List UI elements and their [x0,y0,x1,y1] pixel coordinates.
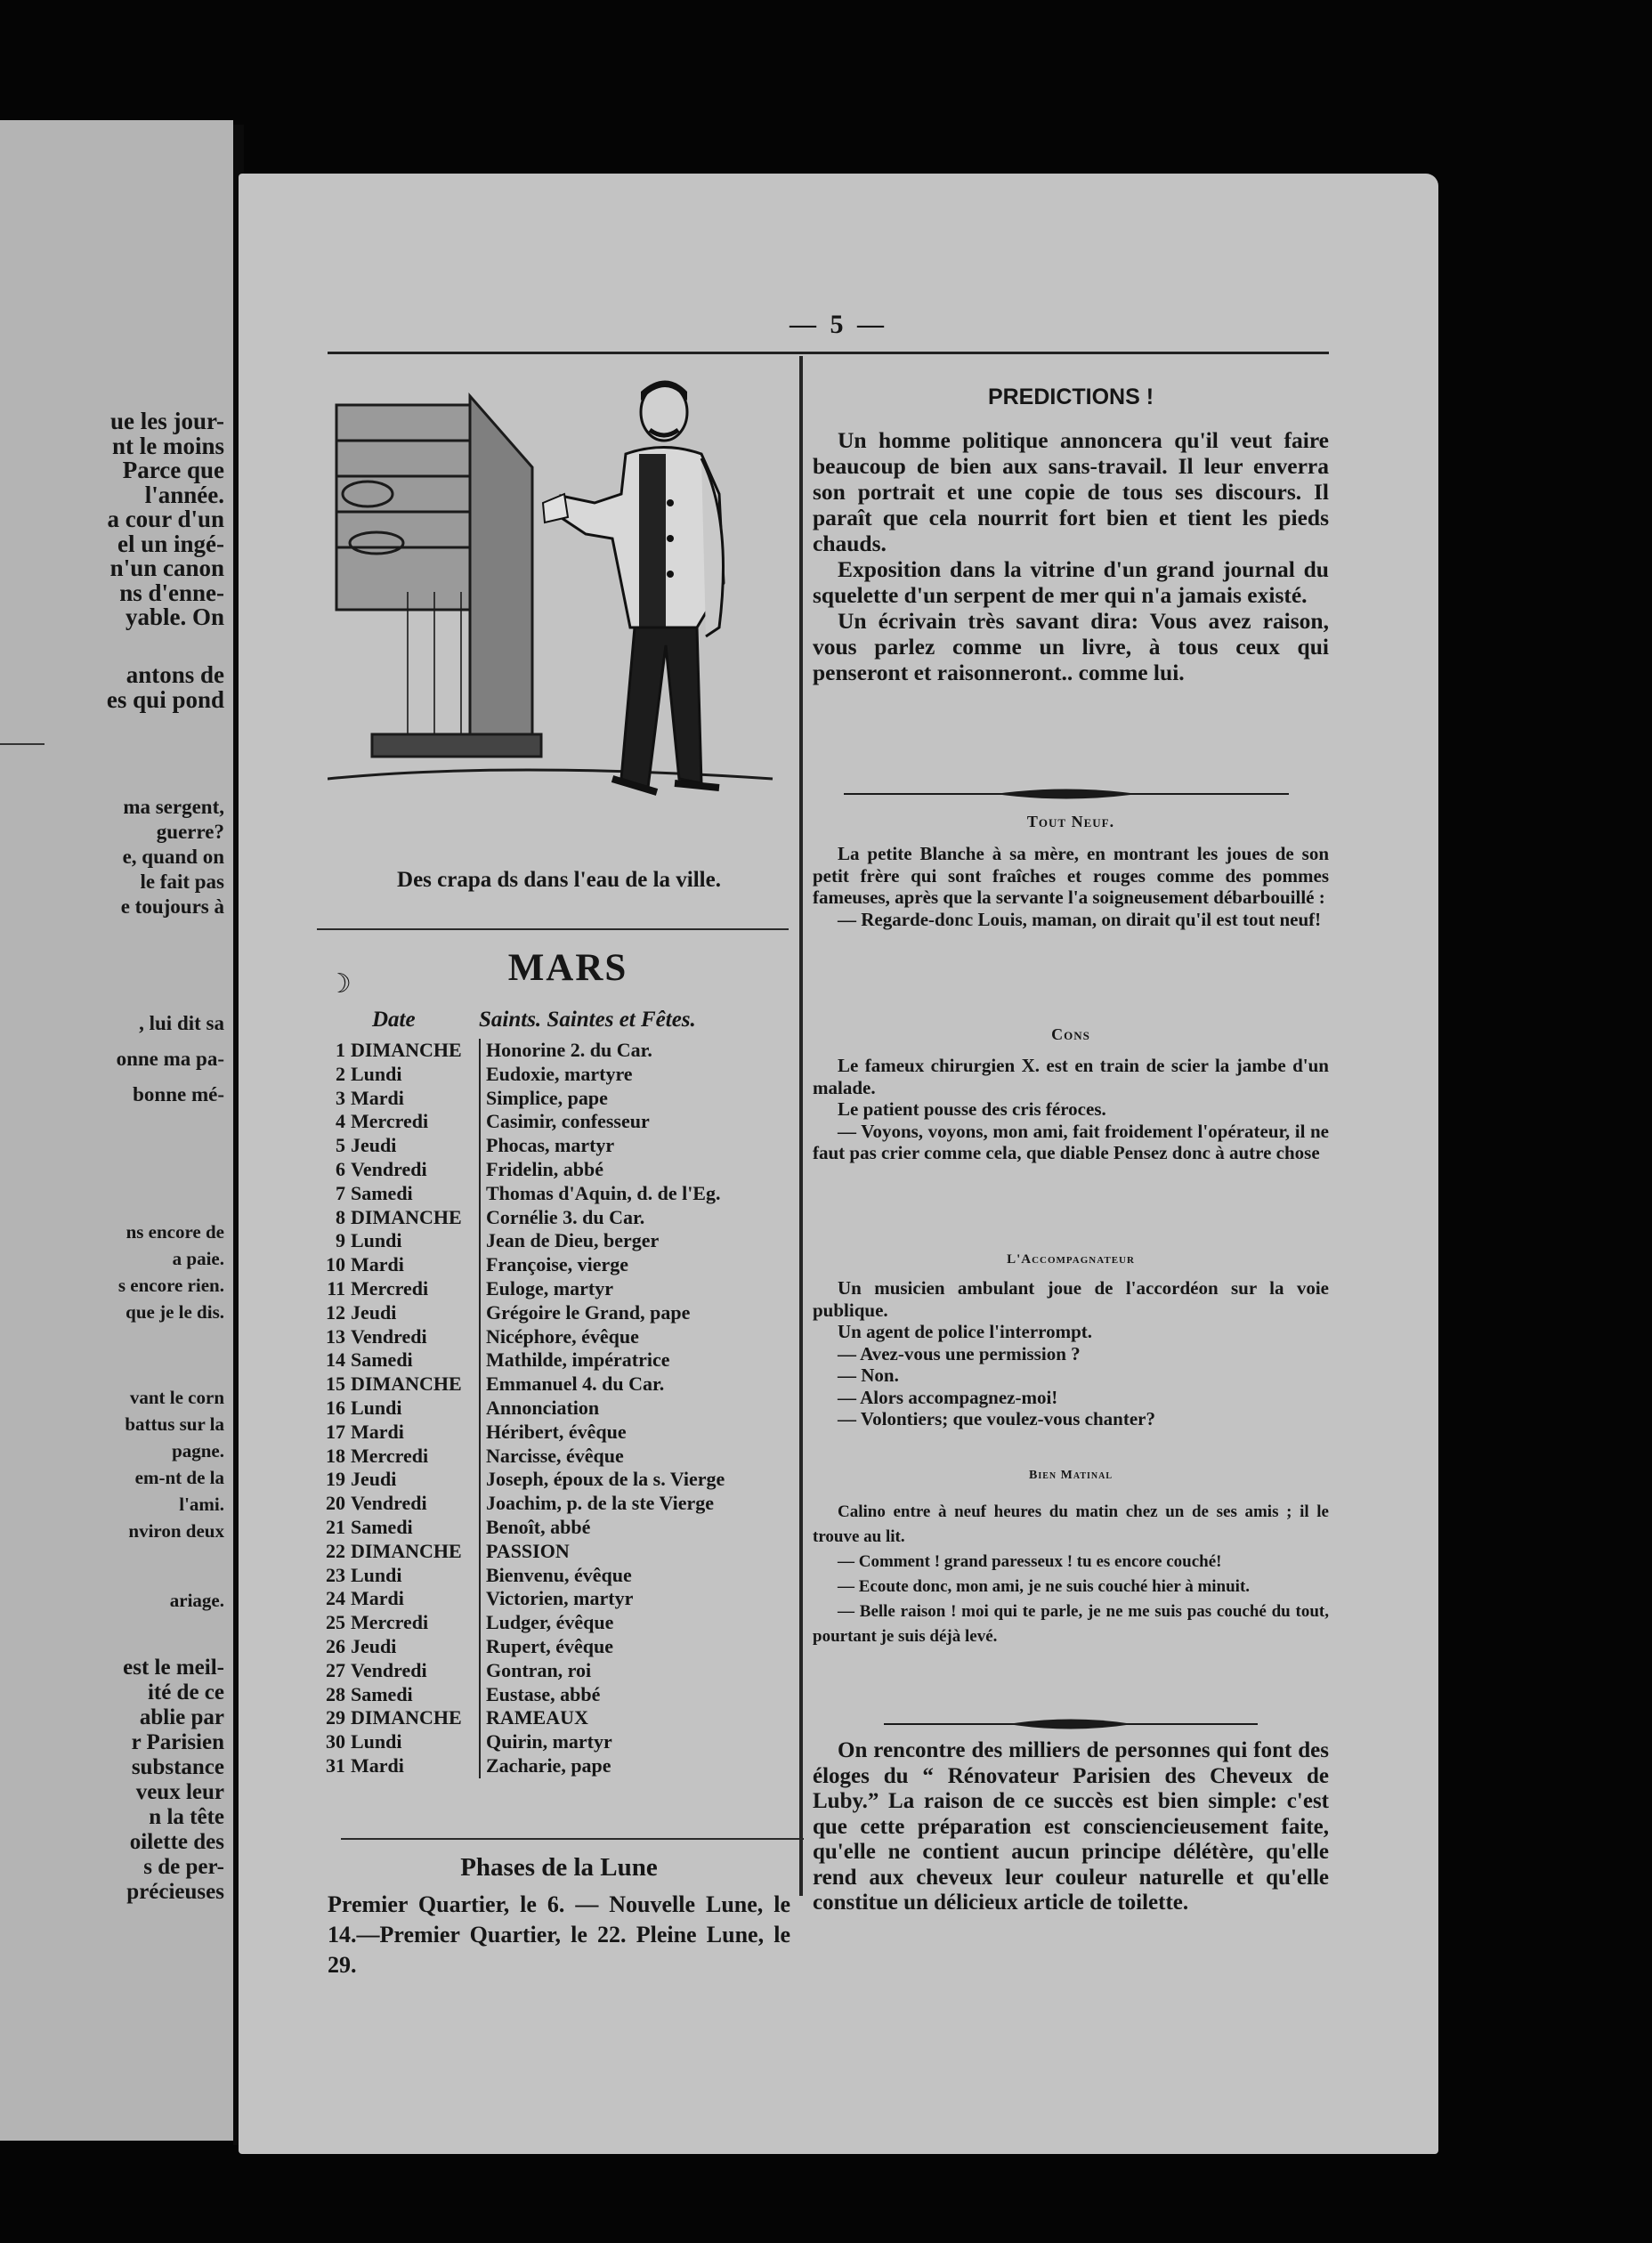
calendar-separator [479,1039,481,1063]
section-rule [341,1838,804,1840]
calendar-row [312,1516,792,1540]
left-fragment-block-6 [0,1384,224,1544]
left-fragment-line: l'ami. [179,1494,224,1515]
calendar-weekday: Lundi [351,1563,402,1586]
paragraph: — Voyons, voyons, mon ami, fait froidement l'opérateur, il ne faut pas crier comme cela, que diable Pensez donc à autre chose [813,1120,1329,1163]
calendar-weekday: Samedi [351,1181,413,1204]
calendar-saint: Annonciation [486,1396,600,1419]
calendar-row [312,1659,792,1683]
calendar-day-number: 24 [326,1587,345,1610]
calendar-separator [479,1206,481,1230]
calendar-day-number: 23 [326,1563,345,1586]
section-rule [317,928,789,930]
calendar-day-number: 10 [326,1253,345,1276]
calendar-day-number: 4 [336,1110,345,1133]
left-fragment-line: em-nt de la [134,1467,224,1488]
calendar-weekday: Samedi [351,1348,413,1372]
calendar-saint: Phocas, martyr [486,1134,615,1157]
calendar-separator [479,1445,481,1469]
bien-matinal-text [813,1500,1329,1649]
left-fragment-line: el un ingé- [117,530,224,557]
calendar-saint: Eustase, abbé [486,1682,601,1705]
calendar-separator [479,1706,481,1730]
calendar-day-number: 5 [336,1134,345,1157]
calendar-separator [479,1564,481,1588]
left-fragment-line: a cour d'un [107,506,224,532]
calendar-row [312,1206,792,1230]
left-fragment-line: es qui pond [106,685,224,713]
bien-matinal-title: Bien Matinal [1029,1469,1113,1482]
calendar-day-number: 28 [326,1682,345,1705]
calendar-day-number: 18 [326,1444,345,1467]
left-fragment-block-3 [0,795,224,919]
left-fragment-line: ue les jour- [110,408,224,434]
calendar-weekday: Mercredi [351,1444,429,1467]
calendar-separator [479,1301,481,1325]
calendar-weekday: Vendredi [351,1658,427,1681]
calendar-weekday: Mercredi [351,1611,429,1634]
calendar-day-number: 8 [336,1205,345,1228]
calendar-row [312,1754,792,1778]
calendar-day-number: 13 [326,1324,345,1348]
calendar-separator [479,1182,481,1206]
calendar-row [312,1229,792,1253]
accompagnateur-title: L'Accompagnateur [1007,1252,1135,1267]
calendar-separator [479,1516,481,1540]
calendar-saint: Joseph, époux de la s. Vierge [486,1468,725,1491]
paragraph: Exposition dans la vitrine d'un grand journal du squelette d'un serpent de mer qui n'a jamais existé. [813,556,1329,608]
closing-advert-text [813,1738,1329,1916]
paragraph: Un musicien ambulant joue de l'accordéon sur la voie publique. [813,1277,1329,1321]
page-number: — 5 — [790,310,887,339]
left-fragment-block-1 [0,409,224,630]
calendar-weekday: Vendredi [351,1324,427,1348]
calendar-separator [479,1325,481,1349]
calendar-row [312,1635,792,1659]
calendar-separator [479,1348,481,1373]
calendar-day-number: 31 [326,1753,345,1777]
calendar-weekday: Mardi [351,1753,404,1777]
calendar-row [312,1421,792,1445]
calendar-day-number: 22 [326,1539,345,1562]
calendar-separator [479,1421,481,1445]
left-fragment-line: a paie. [172,1248,224,1269]
left-fragment-line: battus sur la [125,1413,224,1435]
calendar-saint: Bienvenu, évêque [486,1563,632,1586]
calendar-separator [479,1587,481,1611]
calendar-saint: Grégoire le Grand, pape [486,1300,691,1324]
calendar-row [312,1564,792,1588]
calendar-saint: Quirin, martyr [486,1730,612,1753]
cons-text [813,1055,1329,1164]
calendar-weekday: Jeudi [351,1134,397,1157]
left-fragment-line: substance [131,1755,224,1779]
calendar-day-number: 9 [336,1229,345,1252]
calendar-header-saints: Saints. Saintes et Fêtes. [479,1008,696,1032]
calendar-weekday: Mardi [351,1587,404,1610]
calendar-saint: Narcisse, évêque [486,1444,624,1467]
calendar-saint: RAMEAUX [486,1706,588,1729]
calendar-row [312,1253,792,1277]
calendar-weekday: DIMANCHE [351,1039,462,1061]
calendar-saint: Euloge, martyr [486,1276,613,1300]
calendar-month-title: MARS [507,947,628,989]
left-fragment-line: pagne. [172,1440,224,1462]
predictions-text [813,427,1329,685]
calendar-day-number: 11 [327,1276,345,1300]
calendar-separator [479,1635,481,1659]
calendar-weekday: Mardi [351,1086,404,1109]
left-fragment-line: l'année. [144,481,224,508]
calendar-row [312,1277,792,1301]
calendar-separator [479,1373,481,1397]
left-fragment-block-2 [0,663,224,712]
calendar-weekday: Jeudi [351,1300,397,1324]
left-fragment-line: guerre? [156,821,224,843]
calendar-saint: Honorine 2. du Car. [486,1039,652,1061]
calendar-separator [479,1659,481,1683]
left-fragment-line: vant le corn [129,1387,224,1408]
paragraph: — Non. [838,1364,899,1386]
calendar-weekday: Vendredi [351,1157,427,1180]
calendar-row [312,1445,792,1469]
calendar-separator [479,1540,481,1564]
calendar-row [312,1730,792,1754]
column-divider [799,356,803,1896]
calendar-separator [479,1253,481,1277]
paragraph: — Comment ! grand paresseux ! tu es encore couché! [838,1552,1222,1571]
paragraph: Un homme politique annoncera qu'il veut faire beaucoup de bien aux sans-travail. Il leur enverra son portrait et une copie de tous ses discours. Il paraît que cela nourrit fort bien et tient les pieds chauds. [813,427,1329,556]
calendar-weekday: DIMANCHE [351,1539,462,1562]
paragraph: On rencontre des milliers de personnes qui font des éloges du “ Rénovateur Parisien des Cheveux de Luby.” La raison de ce succès est bien simple: c'est que cette préparation est consciencieusement faite, qu'elle ne contient aucun principe délétère, qu'elle rend aux cheveux leur couleur naturelle et qu'elle constitue un délicieux article de toilette. [813,1738,1329,1915]
calendar-saint: Françoise, vierge [486,1253,629,1276]
tout-neuf-text [813,843,1329,930]
calendar-row [312,1397,792,1421]
left-fragment-line: est le meil- [123,1656,224,1680]
left-fragment-line: r Parisien [131,1730,224,1754]
calendar-separator [479,1110,481,1134]
calendar-row [312,1110,792,1134]
paragraph: — Alors accompagnez-moi! [838,1386,1058,1408]
accompagnateur-text [813,1277,1329,1430]
calendar-weekday: Lundi [351,1730,402,1753]
paragraph: Le patient pousse des cris féroces. [838,1098,1106,1120]
predictions-title: PREDICTIONS ! [987,385,1154,409]
calendar-weekday: Vendredi [351,1492,427,1515]
left-fragment-line: e toujours à [120,895,224,918]
calendar-separator [479,1063,481,1087]
left-fragment-line: n la tête [149,1805,224,1829]
paragraph: — Volontiers; que voulez-vous chanter? [838,1408,1155,1429]
calendar-day-number: 25 [326,1611,345,1634]
engraving-illustration [328,360,790,828]
calendar-separator [479,1730,481,1754]
calendar-day-number: 6 [336,1157,345,1180]
left-fragment-line: ablie par [139,1705,224,1729]
calendar-separator [479,1277,481,1301]
calendar-separator [479,1492,481,1516]
paragraph: Un écrivain très savant dira: Vous avez raison, vous parlez comme un livre, à tous ceux qui penseront et raisonneront.. comme lui. [813,608,1329,685]
calendar-weekday: Lundi [351,1396,402,1419]
left-fragment-line: ns encore de [126,1221,224,1243]
calendar-saint: PASSION [486,1539,570,1562]
calendar-row [312,1134,792,1158]
calendar-day-number: 27 [326,1658,345,1681]
calendar-weekday: Samedi [351,1515,413,1538]
left-fragment-line: nt le moins [111,432,224,459]
calendar-day-number: 16 [326,1396,345,1419]
calendar-saint: Joachim, p. de la ste Vierge [486,1492,715,1515]
calendar-row [312,1325,792,1349]
calendar-saint: Nicéphore, évêque [486,1324,639,1348]
calendar-row [312,1087,792,1111]
paragraph: Le fameux chirurgien X. est en train de scier la jambe d'un malade. [813,1055,1329,1098]
calendar-day-number: 3 [336,1086,345,1109]
ornament-divider [844,788,1289,800]
left-fragment-line: veux leur [135,1780,224,1804]
calendar-day-number: 2 [336,1062,345,1085]
calendar-saint: Eudoxie, martyre [486,1062,633,1085]
left-fragment-line: ariage. [169,1590,224,1611]
calendar-saint: Emmanuel 4. du Car. [486,1373,665,1396]
calendar-weekday: Lundi [351,1062,402,1085]
calendar-day-number: 1 [336,1039,345,1061]
left-fragment-line: ns d'enne- [119,579,224,606]
moon-phases-title: Phases de la Lune [460,1853,658,1882]
calendar-weekday: Mercredi [351,1110,429,1133]
calendar-separator [479,1468,481,1492]
paragraph: Calino entre à neuf heures du matin chez un de ses amis ; il le trouve au lit. [813,1502,1329,1546]
calendar-saint: Zacharie, pape [486,1753,611,1777]
calendar-weekday: Mardi [351,1420,404,1443]
calendar-saint: Cornélie 3. du Car. [486,1205,645,1228]
calendar-row [312,1683,792,1707]
calendar-day-number: 7 [336,1181,345,1204]
calendar-saint: Thomas d'Aquin, d. de l'Eg. [486,1181,721,1204]
calendar-row [312,1587,792,1611]
left-fragment-line: yable. On [125,603,224,630]
left-fragment-line: Parce que [122,457,224,483]
paragraph: — Avez-vous une permission ? [838,1342,1081,1364]
calendar-row [312,1063,792,1087]
left-fragment-line: e, quand on [122,846,224,868]
calendar-row [312,1039,792,1063]
calendar-saint: Ludger, évêque [486,1611,614,1634]
calendar-row [312,1611,792,1635]
left-fragment-line: oilette des [129,1830,224,1854]
left-fragment-block-8 [0,1656,224,1905]
moon-phases-text: Premier Quartier, le 6. — Nouvelle Lune, le 14.—Premier Quartier, le 22. Pleine Lune, le 29. [328,1891,790,1978]
moon-icon: ☽ [328,969,352,999]
cons-title: Cons [1051,1025,1090,1043]
calendar-day-number: 17 [326,1420,345,1443]
left-fragment-line: que je le dis. [126,1301,224,1323]
calendar-saint: Jean de Dieu, berger [486,1229,660,1252]
calendar-day-number: 29 [326,1706,345,1729]
calendar-weekday: DIMANCHE [351,1205,462,1228]
calendar-day-number: 21 [326,1515,345,1538]
ornament-divider [884,1718,1258,1730]
calendar-weekday: Lundi [351,1229,402,1252]
calendar-row [312,1301,792,1325]
paragraph: — Belle raison ! moi qui te parle, je ne me suis pas couché du tout, pourtant je suis déjà levé. [813,1602,1329,1646]
tout-neuf-title: Tout Neuf. [1026,813,1115,830]
calendar-separator [479,1087,481,1111]
left-fragment-line: s encore rien. [117,1275,224,1296]
calendar-row [312,1373,792,1397]
calendar-separator [479,1158,481,1182]
paragraph: — Regarde-donc Louis, maman, on dirait qu'il est tout neuf! [838,908,1322,930]
calendar-saint: Fridelin, abbé [486,1157,604,1180]
left-fragment-line: s de per- [143,1855,224,1879]
calendar-saint: Casimir, confesseur [486,1110,650,1133]
left-fragment-block-7 [0,1589,224,1614]
left-fragment-line: , lui dit sa [139,1012,224,1034]
left-fragment-line: n'un canon [109,555,224,581]
calendar-weekday: Mercredi [351,1276,429,1300]
calendar-separator [479,1754,481,1778]
left-fragment-line: le fait pas [140,870,224,893]
left-fragment-line: nviron deux [128,1520,224,1542]
calendar-weekday: Jeudi [351,1634,397,1657]
header-rule [328,352,1329,354]
calendar-row [312,1492,792,1516]
calendar-saint: Victorien, martyr [486,1587,634,1610]
calendar-day-number: 12 [326,1300,345,1324]
calendar-table [312,1039,792,1778]
calendar-day-number: 15 [326,1373,345,1396]
illustration-caption: Des crapa ds dans l'eau de la ville. [397,868,721,892]
calendar-separator [479,1134,481,1158]
calendar-weekday: Mardi [351,1253,404,1276]
calendar-saint: Rupert, évêque [486,1634,613,1657]
calendar-row [312,1706,792,1730]
calendar-row [312,1468,792,1492]
calendar-separator [479,1397,481,1421]
calendar-weekday: DIMANCHE [351,1706,462,1729]
left-page-fragment [0,120,233,2141]
calendar-day-number: 30 [326,1730,345,1753]
calendar-day-number: 26 [326,1634,345,1657]
left-fragment-line: bonne mé- [133,1083,224,1105]
calendar-header-date: Date [372,1008,416,1032]
calendar-day-number: 14 [326,1348,345,1372]
calendar-saint: Héribert, évêque [486,1420,627,1443]
calendar-weekday: Samedi [351,1682,413,1705]
calendar-saint: Mathilde, impératrice [486,1348,670,1372]
left-fragment-rule [0,743,45,745]
left-fragment-line: onne ma pa- [116,1048,224,1070]
calendar-row [312,1540,792,1564]
calendar-separator [479,1683,481,1707]
calendar-row [312,1158,792,1182]
left-fragment-block-5 [0,1219,224,1325]
left-fragment-line: ité de ce [147,1680,224,1705]
left-fragment-line: antons de [126,661,224,688]
calendar-row [312,1182,792,1206]
calendar-saint: Gontran, roi [486,1658,592,1681]
calendar-weekday: Jeudi [351,1468,397,1491]
left-fragment-line: ma sergent, [123,796,224,818]
left-fragment-line: précieuses [126,1880,224,1904]
paragraph: Un agent de police l'interrompt. [838,1321,1093,1342]
calendar-day-number: 19 [326,1468,345,1491]
paragraph: — Ecoute donc, mon ami, je ne suis couché hier à minuit. [838,1577,1251,1596]
calendar-saint: Benoît, abbé [486,1515,591,1538]
calendar-weekday: DIMANCHE [351,1373,462,1396]
calendar-day-number: 20 [326,1492,345,1515]
left-fragment-block-4 [0,1006,224,1113]
paragraph: La petite Blanche à sa mère, en montrant les joues de son petit frère qui sont fraîches et rouges comme des pommes fameuses, après que la servante l'a soigneusement débarbouillé : [813,843,1329,908]
calendar-saint: Simplice, pape [486,1086,608,1109]
almanac-page [239,174,1438,2154]
calendar-separator [479,1611,481,1635]
calendar-row [312,1348,792,1373]
calendar-separator [479,1229,481,1253]
